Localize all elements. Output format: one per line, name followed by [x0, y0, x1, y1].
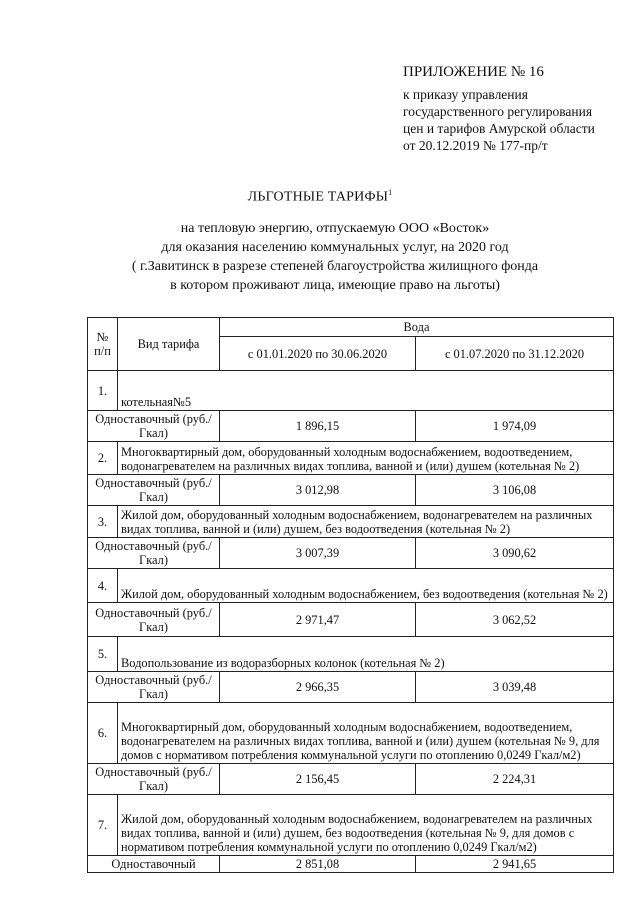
table-row — [88, 506, 614, 538]
row-description: Водопользование из водоразборных колонок (котельная № 2) — [118, 637, 614, 672]
row-description: Многоквартирный дом, оборудованный холодным водоснабжением, водоотведением, водонагревателем на различных видах топлива, ванной и (или) душем (котельная № 2) — [118, 442, 614, 475]
table-row — [88, 764, 614, 795]
row-number: 2. — [88, 442, 118, 475]
appendix-header — [403, 62, 635, 154]
tariff-kind: Одноставочный (руб./Гкал) — [88, 475, 220, 506]
tariff-value-period-1: 2 851,08 — [220, 856, 416, 873]
subtitle-line: ( г.Завитинск в разрезе степеней благоустройства жилищного фонда — [131, 259, 539, 274]
table-row — [88, 371, 614, 411]
table-row — [88, 703, 614, 764]
row-number: 3. — [88, 506, 118, 538]
tariff-value-period-2: 3 090,62 — [416, 538, 614, 569]
row-description: Жилой дом, оборудованный холодным водоснабжением, водонагревателем на различных видах топлива, ванной и (или) душем, без водоотведения (котельная № 9, для домов с нормативом потребления коммунальной услуги по отоплению 0,0249 Гкал/м2) — [118, 795, 614, 856]
row-description: котельная№5 — [118, 371, 614, 411]
row-description: Жилой дом, оборудованный холодным водоснабжением, водонагревателем на различных видах топлива, ванной и (или) душем, без водоотведения (котельная № 2) — [118, 506, 614, 538]
subtitle-line: в котором проживают лица, имеющие право на льготы) — [170, 278, 500, 293]
footnote-mark: 1 — [388, 188, 393, 197]
row-number: 7. — [88, 795, 118, 856]
tariff-value-period-1: 3 007,39 — [220, 538, 416, 569]
tariff-value-period-2: 3 039,48 — [416, 672, 614, 703]
col-header-type: Вид тарифа — [118, 318, 220, 371]
col-header-water: Вода — [220, 318, 614, 337]
table-row — [88, 795, 614, 856]
col-header-num: № п/п — [88, 318, 118, 371]
subtitle-line: для оказания населению коммунальных услуг, на 2020 год — [161, 240, 509, 255]
table-row — [88, 538, 614, 569]
row-number: 1. — [88, 371, 118, 411]
table-row — [88, 637, 614, 672]
row-number: 5. — [88, 637, 118, 672]
tariff-value-period-2: 1 974,09 — [416, 411, 614, 442]
tariff-value-period-1: 2 156,45 — [220, 764, 416, 795]
tariff-kind: Одноставочный (руб./Гкал) — [88, 603, 220, 637]
table-row — [88, 411, 614, 442]
tariff-value-period-1: 1 896,15 — [220, 411, 416, 442]
document-title-text: ЛЬГОТНЫЕ ТАРИФЫ — [247, 189, 389, 205]
col-header-period-2: с 01.07.2020 по 31.12.2020 — [416, 337, 614, 371]
tariff-value-period-2: 3 106,08 — [416, 475, 614, 506]
table-row — [88, 603, 614, 637]
appendix-line: государственного регулирования — [403, 104, 593, 119]
document-title — [0, 188, 640, 206]
tariff-kind: Одноставочный (руб./Гкал) — [88, 411, 220, 442]
tariff-value-period-1: 3 012,98 — [220, 475, 416, 506]
appendix-line: цен и тарифов Амурской области — [403, 121, 595, 136]
row-description: Жилой дом, оборудованный холодным водоснабжением, без водоотведения (котельная № 2) — [118, 569, 614, 603]
table-row — [88, 672, 614, 703]
table-row — [88, 569, 614, 603]
appendix-title: ПРИЛОЖЕНИЕ № 16 — [403, 64, 544, 80]
table-row — [88, 442, 614, 475]
appendix-line: к приказу управления — [403, 87, 528, 102]
row-description: Многоквартирный дом, оборудованный холодным водоснабжением, водоотведением, водонагревателем на различных видах топлива, ванной и (или) душем (котельная № 9, для домов с нормативом потребления коммунальной услуги по отоплению 0,0249 Гкал/м2) — [118, 703, 614, 764]
table-row — [88, 475, 614, 506]
table-row — [88, 856, 614, 873]
tariff-kind: Одноставочный (руб./Гкал) — [88, 538, 220, 569]
tariff-kind: Одноставочный (руб./Гкал) — [88, 672, 220, 703]
tariff-value-period-1: 2 966,35 — [220, 672, 416, 703]
document-subtitle — [100, 219, 570, 295]
row-number: 6. — [88, 703, 118, 764]
tariff-table — [87, 317, 614, 873]
tariff-value-period-2: 2 941,65 — [416, 856, 614, 873]
tariff-value-period-2: 3 062,52 — [416, 603, 614, 637]
tariff-value-period-2: 2 224,31 — [416, 764, 614, 795]
row-number: 4. — [88, 569, 118, 603]
appendix-line: от 20.12.2019 № 177-пр/т — [403, 138, 548, 153]
tariff-kind: Одноставочный — [88, 856, 220, 873]
subtitle-line: на тепловую энергию, отпускаемую ООО «Восток» — [180, 221, 490, 236]
tariff-kind: Одноставочный (руб./Гкал) — [88, 764, 220, 795]
tariff-value-period-1: 2 971,47 — [220, 603, 416, 637]
col-header-period-1: с 01.01.2020 по 30.06.2020 — [220, 337, 416, 371]
